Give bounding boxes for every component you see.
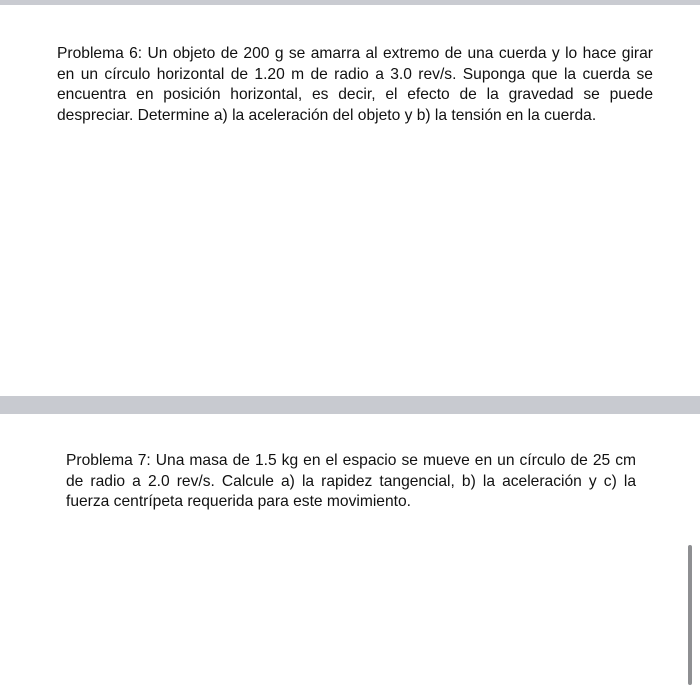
- problem-6-text: Problema 6: Un objeto de 200 g se amarra al extremo de una cuerda y lo hace girar en un círculo horizontal de 1.20 m de radio a 3.0 rev/s. Suponga que la cuerda se encuentra en posición horizontal, es decir, el efecto de la gravedad se puede despreciar. Determine a) la aceleración del objeto y b) la tensión en la cuerda.: [57, 45, 653, 124]
- problem-7-text: Problema 7: Una masa de 1.5 kg en el espacio se mueve en un círculo de 25 cm de radio a 2.0 rev/s. Calcule a) la rapidez tangencial, b) la aceleración y c) la fuerza centrípeta requerida para este movimiento.: [66, 452, 636, 510]
- vertical-scrollbar[interactable]: [688, 545, 692, 685]
- page-problem-6: [0, 5, 700, 396]
- page-problem-7: [0, 414, 700, 700]
- page-separator: [0, 396, 700, 414]
